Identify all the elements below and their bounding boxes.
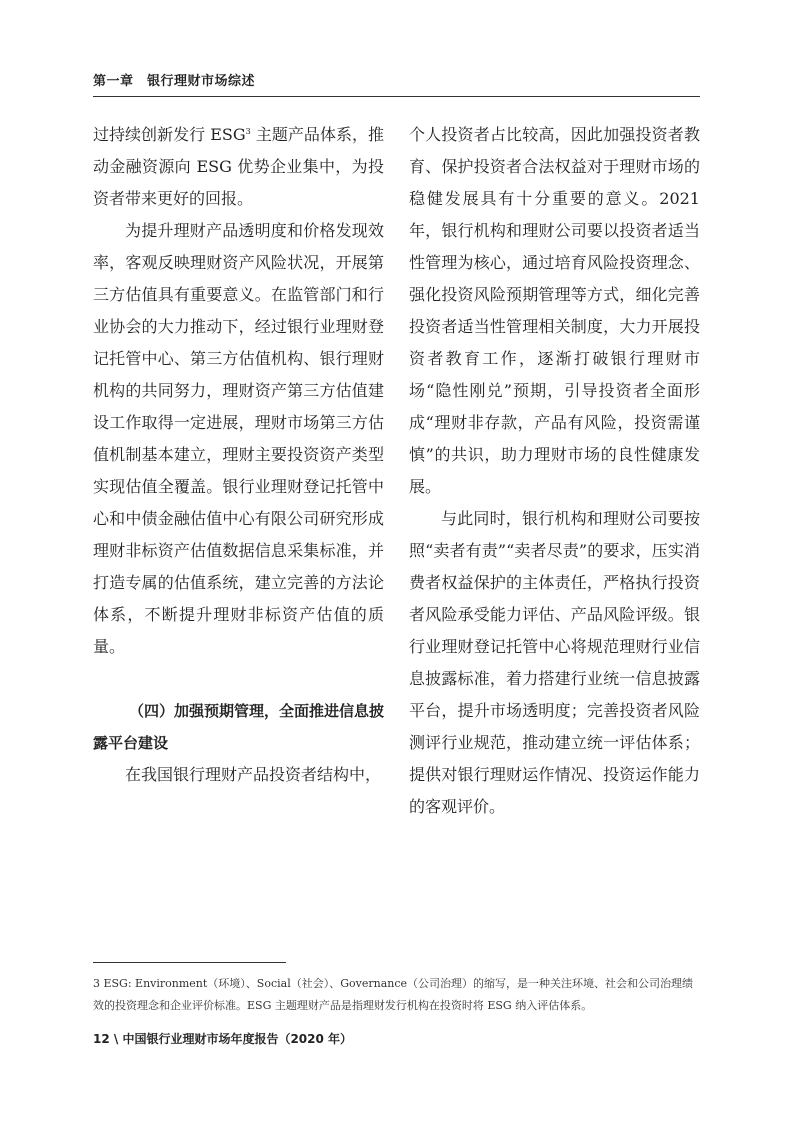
paragraph-esg-text-b: 主题产品体系，推动金融资源向 ESG 优势企业集中，为投资者带来更好的回报。 [93,125,385,208]
paragraph-esg [93,119,384,215]
paragraph-investor-education: 个人投资者占比较高，因此加强投资者教育、保护投资者合法权益对于理财市场的稳健发展具有十分重要的意义。2021 年，银行机构和理财公司要以投资者适当性管理为核心，通过培育风险投资理念、强化投资风险预期管理等方式，细化完善投资者适当性管理相关制度，大力开展投资者教育工作，逐渐打破银行理财市场“隐性刚兑”预期，引导投资者全面形成“理财非存款，产品有风险，投资需谨慎”的共识，助力理财市场的良性健康发展。 [409,125,700,496]
left-column [93,119,384,791]
paragraph-esg-text-a: 过持续创新发行 ESG [93,125,246,144]
footnote: 3 ESG: Environment（环境）、Social（社会）、Governance（公司治理）的缩写，是一种关注环境、社会和公司治理绩效的投资理念和企业评价标准。ESG 主题理财产品是指理财发行机构在投资时将 ESG 纳入评估体系。 [93,977,694,1012]
right-column [409,119,700,823]
header-divider [93,96,700,97]
paragraph-valuation: 为提升理财产品透明度和价格发现效率，客观反映理财资产风险状况，开展第三方估值具有重要意义。在监管部门和行业协会的大力推动下，经过银行业理财登记托管中心、第三方估值机构、银行理财机构的共同努力，理财资产第三方估值建设工作取得一定进展，理财市场第三方估值机制基本建立，理财主要投资资产类型实现估值全覆盖。银行业理财登记托管中心和中债金融估值中心有限公司研究形成理财非标资产估值数据信息采集标准，并打造专属的估值系统，建立完善的方法论体系，不断提升理财非标资产估值的质量。 [93,221,384,656]
page-footer: 12 \ 中国银行业理财市场年度报告（2020 年） [93,1032,353,1046]
paragraph-consumer-protection: 与此同时，银行机构和理财公司要按照“卖者有责”“卖者尽责”的要求，压实消费者权益保护的主体责任，严格执行投资者风险承受能力评估、产品风险评级。银行业理财登记托管中心将规范理财行业信息披露标准，着力搭建行业统一信息披露平台，提升市场透明度；完善投资者风险测评行业规范，推动建立统一评估体系；提供对银行理财运作情况、投资运作能力的客观评价。 [409,509,700,816]
footnote-divider [93,962,286,963]
section-heading: （四）加强预期管理，全面推进信息披露平台建设 [93,702,385,752]
spacer [93,663,384,695]
footnote-ref: 3 [245,127,251,136]
running-head: 第一章 银行理财市场综述 [93,74,256,89]
paragraph-investor-structure: 在我国银行理财产品投资者结构中， [125,765,382,784]
